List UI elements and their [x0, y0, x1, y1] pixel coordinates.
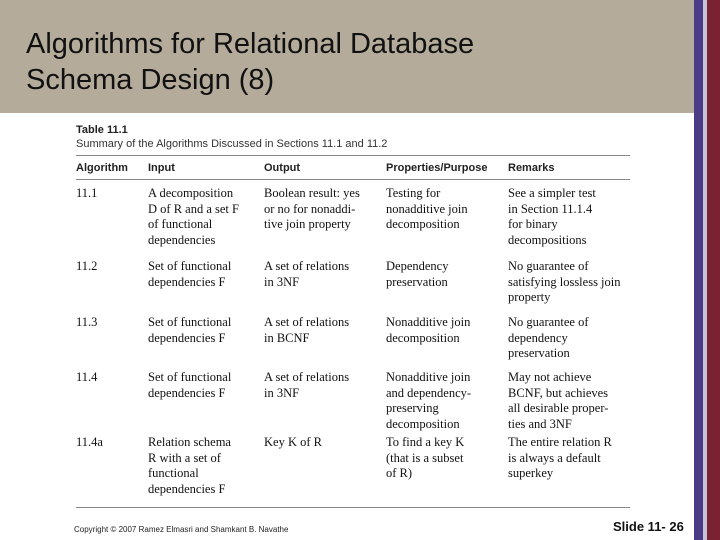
cell-algorithm: 11.2	[76, 259, 98, 273]
cell-algorithm: 11.4a	[76, 435, 103, 449]
slide-number: Slide 11- 26	[613, 519, 684, 534]
cell-input: A decomposition D of R and a set F of functional dependencies	[148, 186, 239, 247]
cell-remarks: The entire relation R is always a default superkey	[508, 435, 612, 480]
slide-title	[26, 26, 474, 98]
cell-output: Key K of R	[264, 435, 322, 449]
slide-title-line-1: Algorithms for Relational Database	[26, 28, 475, 60]
cell-purpose: Testing for nonadditive join decomposition	[386, 186, 468, 231]
table-body	[76, 180, 630, 507]
cell-algorithm: 11.4	[76, 370, 98, 384]
cell-output: A set of relations in BCNF	[264, 315, 350, 345]
table-caption: Summary of the Algorithms Discussed in Sections 11.1 and 11.2	[76, 138, 388, 150]
cell-input: Relation schema R with a set of functional dependencies F	[148, 435, 231, 496]
copyright-footer: Copyright © 2007 Ramez Elmasri and Shamkant B. Navathe	[74, 525, 289, 534]
cell-output: A set of relations in 3NF	[264, 370, 350, 400]
table-bottom-rule	[76, 507, 630, 508]
cell-purpose: To find a key K (that is a subset of R)	[386, 435, 465, 480]
header-algorithm: Algorithm	[76, 162, 128, 174]
cell-remarks: May not achieve BCNF, but achieves all desirable proper- ties and 3NF	[508, 370, 609, 431]
cell-purpose: Nonadditive join decomposition	[386, 315, 471, 345]
algorithm-summary-table	[76, 124, 630, 508]
cell-algorithm: 11.3	[76, 315, 98, 329]
cell-output: A set of relations in 3NF	[264, 259, 350, 289]
cell-remarks: See a simpler test in Section 11.1.4 for binary decompositions	[508, 186, 596, 247]
slide-title-line-2: Schema Design (8)	[26, 64, 275, 96]
cell-input: Set of functional dependencies F	[148, 315, 232, 345]
cell-purpose: Nonadditive join and dependency- preserving decomposition	[386, 370, 472, 431]
table-label: Table 11.1	[76, 124, 128, 136]
cell-purpose: Dependency preservation	[386, 259, 449, 289]
cell-input: Set of functional dependencies F	[148, 370, 232, 400]
decorative-stripe-purple	[694, 0, 703, 540]
title-band	[0, 0, 694, 113]
cell-remarks: No guarantee of dependency preservation	[508, 315, 589, 360]
decorative-stripe-maroon	[707, 0, 720, 540]
cell-remarks: No guarantee of satisfying lossless join property	[508, 259, 621, 304]
header-input: Input	[148, 162, 175, 174]
cell-input: Set of functional dependencies F	[148, 259, 232, 289]
header-output: Output	[264, 162, 301, 174]
header-properties-purpose: Properties/Purpose	[386, 162, 488, 174]
table-header-row	[76, 156, 630, 179]
cell-algorithm: 11.1	[76, 186, 98, 200]
cell-output: Boolean result: yes or no for nonaddi- tive join property	[264, 186, 360, 231]
header-remarks: Remarks	[508, 162, 555, 174]
